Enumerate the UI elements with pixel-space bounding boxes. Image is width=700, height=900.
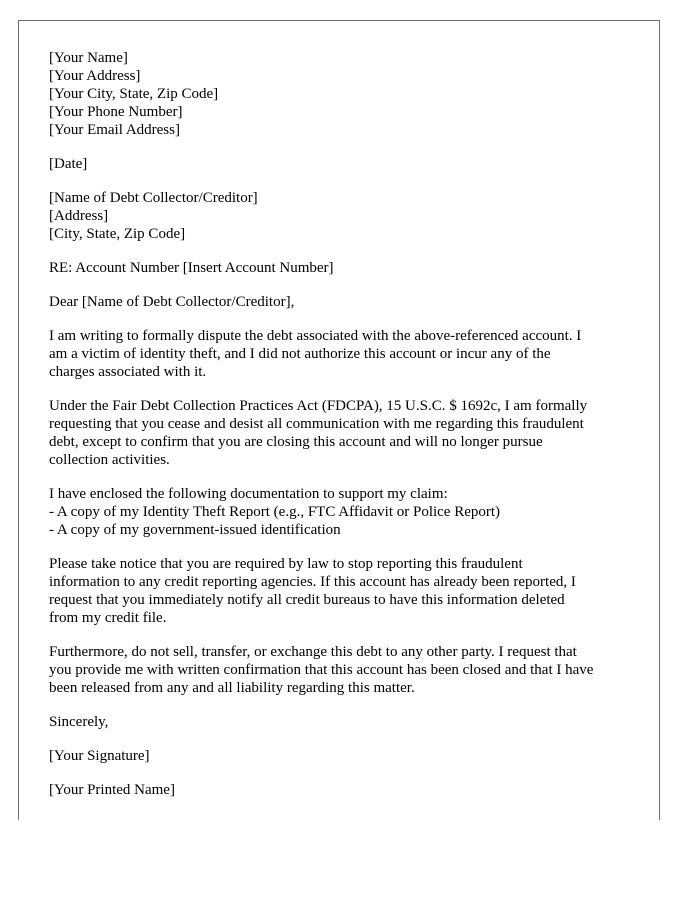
paragraph-line: collection activities.	[49, 452, 170, 468]
paragraph-fdcpa	[49, 397, 639, 469]
paragraph-line: requesting that you cease and desist all communication with me regarding this fraudulent	[49, 416, 584, 432]
enclosure-item: - A copy of my Identity Theft Report (e.g., FTC Affidavit or Police Report)	[49, 504, 501, 520]
letter-page	[18, 20, 660, 820]
enclosures-intro: I have enclosed the following documentation to support my claim:	[49, 486, 448, 502]
sender-email: [Your Email Address]	[49, 122, 180, 138]
signature-placeholder: [Your Signature]	[49, 748, 150, 764]
paragraph-line: I am writing to formally dispute the debt associated with the above-referenced account. I	[49, 328, 582, 344]
recipient-address: [Address]	[49, 208, 109, 224]
paragraph-line: information to any credit reporting agencies. If this account has already been reported, I	[49, 574, 576, 590]
recipient-block	[49, 189, 639, 243]
paragraph-line: Please take notice that you are required by law to stop reporting this fraudulent	[49, 556, 523, 572]
paragraph-line: charges associated with it.	[49, 364, 207, 380]
letter-content	[49, 49, 639, 815]
paragraph-line: you provide me with written confirmation that this account has been closed and that I have	[49, 662, 594, 678]
paragraph-line: request that you immediately notify all credit bureaus to have this information deleted	[49, 592, 565, 608]
enclosure-item: - A copy of my government-issued identification	[49, 522, 341, 538]
printed-name-block	[49, 781, 639, 799]
paragraph-reporting	[49, 555, 639, 627]
paragraph-transfer	[49, 643, 639, 697]
paragraph-line: Furthermore, do not sell, transfer, or exchange this debt to any other party. I request that	[49, 644, 577, 660]
paragraph-line: am a victim of identity theft, and I did not authorize this account or incur any of the	[49, 346, 551, 362]
signature-block	[49, 747, 639, 765]
salutation-block	[49, 293, 639, 311]
date-block	[49, 155, 639, 173]
letter-date: [Date]	[49, 156, 88, 172]
re-line-block	[49, 259, 639, 277]
sender-city-state-zip: [Your City, State, Zip Code]	[49, 86, 219, 102]
re-line: RE: Account Number [Insert Account Number]	[49, 260, 334, 276]
paragraph-line: debt, except to confirm that you are closing this account and will no longer pursue	[49, 434, 543, 450]
printed-name: [Your Printed Name]	[49, 782, 175, 798]
closing: Sincerely,	[49, 714, 109, 730]
sender-address: [Your Address]	[49, 68, 141, 84]
recipient-city-state-zip: [City, State, Zip Code]	[49, 226, 186, 242]
paragraph-line: been released from any and all liability regarding this matter.	[49, 680, 415, 696]
paragraph-enclosures	[49, 485, 639, 539]
sender-phone: [Your Phone Number]	[49, 104, 183, 120]
salutation: Dear [Name of Debt Collector/Creditor],	[49, 294, 295, 310]
recipient-name: [Name of Debt Collector/Creditor]	[49, 190, 258, 206]
paragraph-line: from my credit file.	[49, 610, 167, 626]
sender-name: [Your Name]	[49, 50, 128, 66]
closing-block	[49, 713, 639, 731]
paragraph-line: Under the Fair Debt Collection Practices Act (FDCPA), 15 U.S.C. $ 1692c, I am formally	[49, 398, 588, 414]
paragraph-dispute	[49, 327, 639, 381]
sender-block	[49, 49, 639, 139]
